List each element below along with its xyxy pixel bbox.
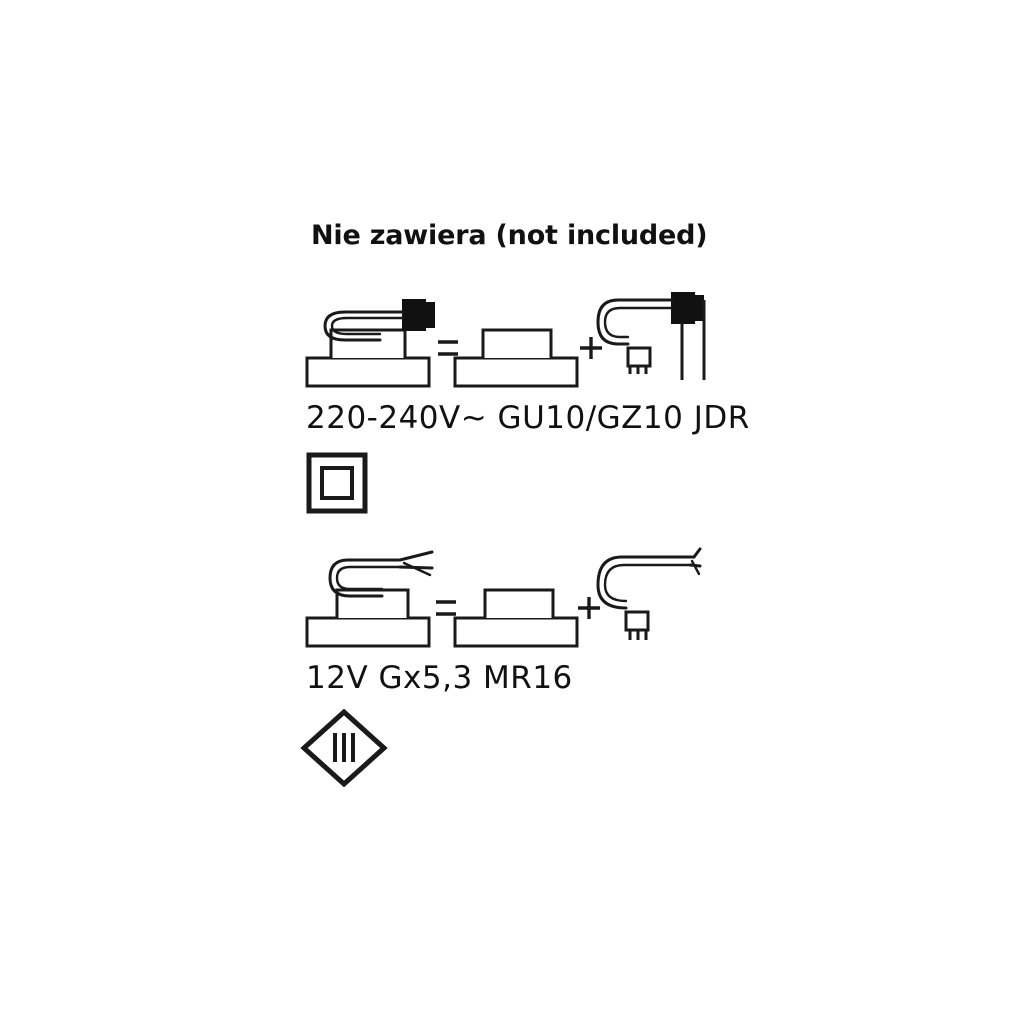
equals-operator-2 xyxy=(436,602,456,614)
f-mark-mounting-surface-icon xyxy=(304,712,384,784)
caption-mr16: 12V Gx5,3 MR16 xyxy=(306,660,573,696)
fixture-with-mr16-lamp xyxy=(307,552,432,646)
fixture-body-2 xyxy=(455,590,577,646)
page-title: Nie zawiera (not included) xyxy=(311,220,708,251)
fixture-with-gu10-lamp xyxy=(307,300,434,386)
fixture-body-1 xyxy=(455,330,577,386)
plus-operator-1 xyxy=(580,337,602,359)
mr16-gx53-lamp xyxy=(598,549,700,640)
equals-operator-1 xyxy=(438,342,458,354)
class-ii-double-insulation-icon xyxy=(309,455,365,511)
gu10-gz10-jdr-lamp xyxy=(598,293,704,380)
mr16-assembly-group xyxy=(307,549,700,646)
gu10-assembly-group xyxy=(307,293,704,386)
caption-gu10: 220-240V~ GU10/GZ10 JDR xyxy=(306,400,750,436)
plus-operator-2 xyxy=(578,597,600,619)
